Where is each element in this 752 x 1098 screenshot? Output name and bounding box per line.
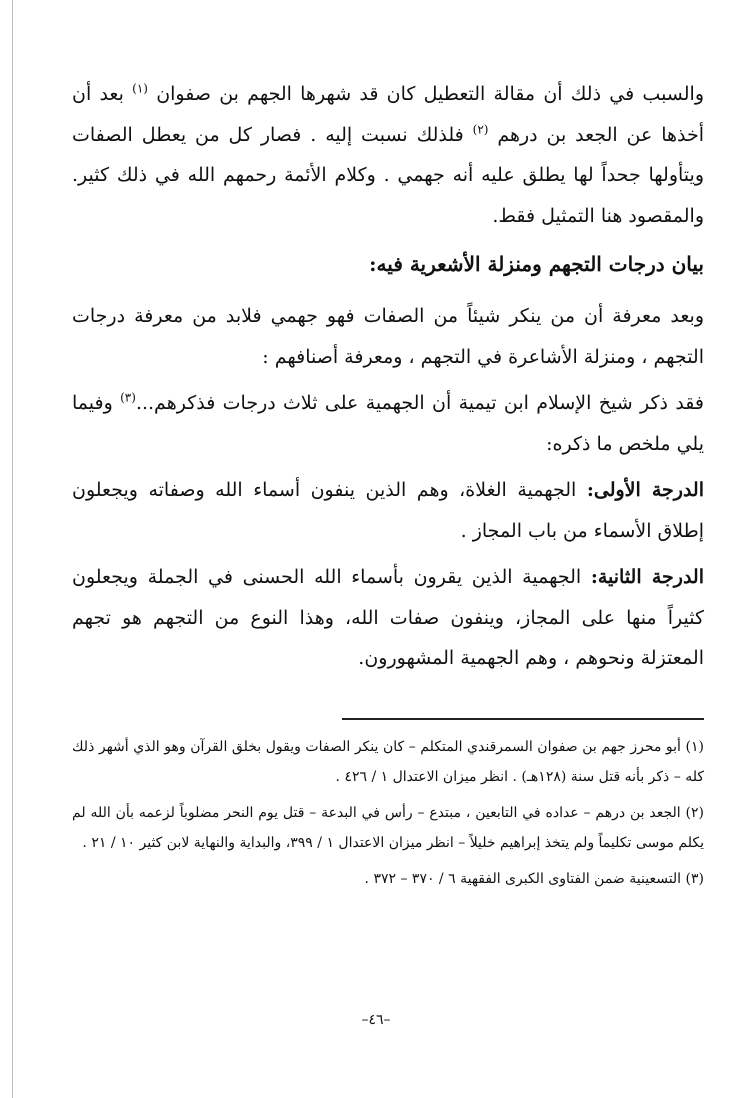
footnote-number: (٢) (685, 805, 705, 821)
footnote-text: أبو محرز جهم بن صفوان السمرقندي المتكلم – كان ينكر الصفات ويقول بخلق القرآن وهو الذي أشهر ذلك كله – ذكر بأنه قتل سنة (١٢٨هـ) . انظر ميزان الاعتدال ١ / ٤٢٦ . (72, 739, 704, 785)
paragraph-3-text-b: وفيما يلي ملخص ما ذكره: (72, 392, 704, 455)
paragraph-1-text-b: بعد أن أخذها عن الجعد بن درهم (72, 83, 705, 146)
paragraph-2: وبعد معرفة أن من ينكر شيئاً من الصفات فهو جهمي فلابد من معرفة درجات التجهم ، ومنزلة الأشاعرة في التجهم ، ومعرفة أصنافهم : (72, 305, 704, 368)
paragraph-1 (72, 74, 704, 236)
degree-two-label: الدرجة الثانية: (590, 566, 704, 588)
paragraph-1-text-c: فلذلك نسبت إليه . فصار كل من يعطل الصفات ويتأولها جحداً لها يطلق عليه أنه جهمي . وكلام الأئمة رحمهم الله في ذلك كثير. والمقصود هنا التمثيل فقط. (72, 123, 704, 227)
footnote-number: (١) (685, 739, 704, 755)
main-text (72, 74, 704, 685)
footnote-text: الجعد بن درهم – عداده في التابعين ، مبتدع – رأس في البدعة – قتل يوم النحر مضلوباً لزعمه بأن الله لم يكلم موسى تكليماً ولم يتخذ إبراهيم خليلاً – انظر ميزان الاعتدال ١ / ٣٩٩، والبداية والنهاية لابن كثير ١٠ / ٢١ . (72, 805, 704, 851)
footnotes (72, 732, 704, 900)
paragraph-5 (72, 557, 704, 679)
footnote (72, 864, 704, 894)
degree-one-label: الدرجة الأولى: (586, 479, 705, 501)
footnote (72, 732, 704, 792)
paragraph-4 (72, 470, 704, 551)
section-heading: بيان درجات التجهم ومنزلة الأشعرية فيه: (369, 252, 704, 276)
page-number: –٤٦– (361, 1012, 391, 1028)
paragraph-1-text-a: والسبب في ذلك أن مقالة التعطيل كان قد شهرها الجهم بن صفوان (156, 83, 704, 105)
paragraph-3 (72, 383, 704, 464)
degree-one-text: الجهمية الغلاة، وهم الذين ينفون أسماء الله وصفاته ويجعلون إطلاق الأسماء من باب المجاز . (72, 479, 704, 542)
footnote-separator (342, 718, 704, 720)
footnote-text: التسعينية ضمن الفتاوى الكبرى الفقهية ٦ / ٣٧٠ – ٣٧٢ . (364, 871, 682, 887)
footnote-ref-1: (١) (132, 81, 148, 96)
footnote-ref-3: (٣) (120, 390, 136, 405)
footnote-ref-2: (٢) (472, 122, 489, 137)
paragraph-3-text-a: فقد ذكر شيخ الإسلام ابن تيمية أن الجهمية على ثلاث درجات فذكرهم... (135, 392, 704, 414)
page-edge-line (12, 0, 13, 1098)
footnote (72, 798, 704, 858)
footnote-number: (٣) (685, 871, 704, 887)
degree-two-text: الجهمية الذين يقرون بأسماء الله الحسنى في الجملة ويجعلون كثيراً منها على المجاز، وينفون صفات الله، وهذا النوع من التجهم هو تجهم المعتزلة ونحوهم ، وهم الجهمية المشهورون. (72, 566, 704, 669)
